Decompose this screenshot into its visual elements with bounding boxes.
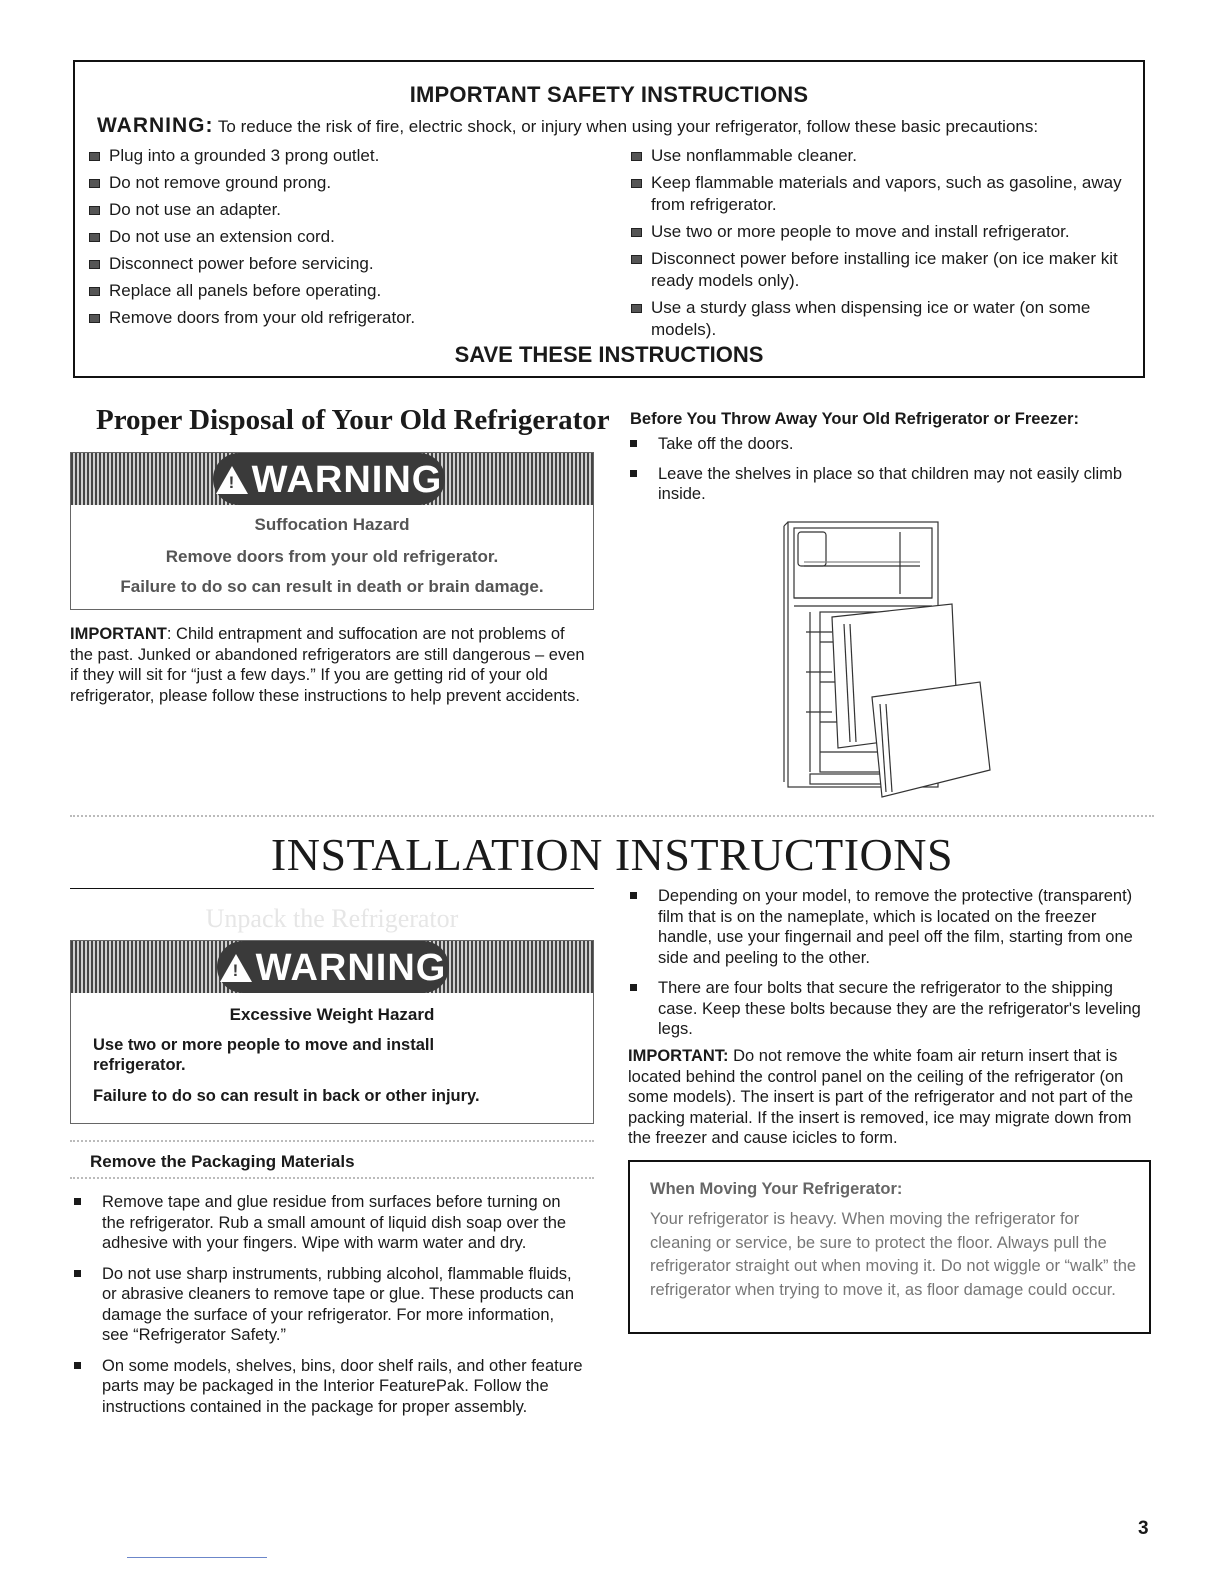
bullet-icon — [89, 206, 100, 215]
important-label: IMPORTANT — [70, 625, 167, 643]
list-item: Leave the shelves in place so that children may not easily climb inside. — [630, 464, 1130, 505]
bullet-icon — [631, 304, 642, 313]
list-item: Disconnect power before servicing. — [89, 253, 609, 275]
page-number: 3 — [1138, 1518, 1149, 1539]
installation-right-list — [630, 886, 1152, 1049]
footer-rule — [127, 1557, 267, 1558]
warning-pill: !WARNING — [217, 941, 449, 993]
disposal-important-paragraph: IMPORTANT: Child entrapment and suffocation are not problems of the past. Junked or abandoned refrigerators are still dangerous – even if they will sit for “just a few days.” If you are getting rid of your old refrigerator, please follow these instructions to help prevent accidents. — [70, 625, 585, 705]
list-item: Use nonflammable cleaner. — [631, 145, 1131, 167]
hazard-line-2: Failure to do so can result in death or brain damage. — [120, 577, 544, 596]
bullet-icon — [74, 1270, 81, 1277]
disposal-heading: Proper Disposal of Your Old Refrigerator — [96, 404, 610, 436]
list-item: Use two or more people to move and install refrigerator. — [631, 221, 1131, 243]
packaging-heading: Remove the Packaging Materials — [90, 1152, 355, 1171]
safety-title: IMPORTANT SAFETY INSTRUCTIONS — [409, 82, 809, 107]
installation-title: INSTALLATION INSTRUCTIONS — [270, 829, 954, 880]
list-item: Remove doors from your old refrigerator. — [89, 307, 609, 329]
list-item: Take off the doors. — [630, 434, 1130, 455]
bullet-icon — [74, 1362, 81, 1369]
bullet-icon — [630, 440, 637, 447]
unpack-rule — [70, 888, 594, 889]
list-item: Use a sturdy glass when dispensing ice or water (on some models). — [631, 297, 1131, 341]
moving-text: Your refrigerator is heavy. When moving the refrigerator for cleaning or service, be sure to protect the floor. Always pull the refrigerator straight out when moving it. Do not wiggle or “walk” the refrigerator when trying to move it, as floor damage could occur. — [650, 1210, 1137, 1299]
save-instructions-title: SAVE THESE INSTRUCTIONS — [454, 342, 764, 367]
warning-banner — [71, 941, 593, 993]
hazard-line-2: Failure to do so can result in back or other injury. — [93, 1087, 480, 1105]
before-throw-list — [630, 434, 1130, 514]
bullet-icon — [630, 984, 637, 991]
safety-left-list — [89, 145, 609, 334]
safety-instructions-box — [73, 60, 1145, 378]
warning-banner — [71, 453, 593, 505]
hazard-line-1: Use two or more people to move and install refrigerator. — [93, 1036, 435, 1074]
list-item: On some models, shelves, bins, door shelf rails, and other feature parts may be packaged in the Interior FeaturePak. Follow the instructions contained in the package for proper assembly. — [74, 1356, 584, 1418]
bullet-icon — [631, 255, 642, 264]
bullet-icon — [631, 152, 642, 161]
list-item: Do not remove ground prong. — [89, 172, 609, 194]
refrigerator-illustration — [780, 512, 1000, 802]
list-item: Replace all panels before operating. — [89, 280, 609, 302]
warning-triangle-icon — [220, 954, 252, 982]
list-item: Do not use an extension cord. — [89, 226, 609, 248]
moving-title: When Moving Your Refrigerator: — [650, 1180, 903, 1198]
packaging-list — [74, 1192, 584, 1426]
bullet-icon — [630, 470, 637, 477]
important-label: IMPORTANT: — [628, 1047, 729, 1065]
unpack-heading-wrap — [70, 892, 594, 932]
warning-text: To reduce the risk of fire, electric shock, or injury when using your refrigerator, follow these basic precautions: — [217, 117, 1039, 136]
warning-triangle-icon — [216, 466, 248, 494]
bullet-icon — [89, 260, 100, 269]
bullet-icon — [631, 179, 642, 188]
list-item: Disconnect power before installing ice maker (on ice maker kit ready models only). — [631, 248, 1131, 292]
hazard-label: Suffocation Hazard — [254, 515, 410, 534]
list-item: Depending on your model, to remove the protective (transparent) film that is on the nameplate, which is located on the freezer handle, use your fingernail and peel off the film, starting from one side and peeling to the other. — [630, 886, 1152, 968]
list-item: Plug into a grounded 3 prong outlet. — [89, 145, 609, 167]
installation-important-paragraph: IMPORTANT: Do not remove the white foam air return insert that is located behind the control panel on the ceiling of the refrigerator (on some models). The insert is part of the refrigerator and not part of the packing material. If the insert is removed, ice may migrate down from the freezer and cause icicles to form. — [628, 1047, 1134, 1147]
unpack-heading: Unpack the Refrigerator — [205, 904, 459, 933]
bullet-icon — [631, 228, 642, 237]
list-item: There are four bolts that secure the refrigerator to the shipping case. Keep these bolts because they are the refrigerator's leveling legs. — [630, 978, 1152, 1040]
bullet-icon — [89, 314, 100, 323]
bullet-icon — [630, 892, 637, 899]
warning-label: WARNING: — [97, 114, 214, 137]
list-item: Remove tape and glue residue from surfaces before turning on the refrigerator. Rub a small amount of liquid dish soap over the adhesive with your fingers. Wipe with warm water and dry. — [74, 1192, 584, 1254]
list-item: Keep flammable materials and vapors, such as gasoline, away from refrigerator. — [631, 172, 1131, 216]
list-item: Do not use an adapter. — [89, 199, 609, 221]
suffocation-warning-box — [70, 452, 594, 610]
hazard-line-1: Remove doors from your old refrigerator. — [165, 547, 499, 566]
bullet-icon — [74, 1198, 81, 1205]
list-item: Do not use sharp instruments, rubbing alcohol, flammable fluids, or abrasive cleaners to remove tape or glue. These products can damage the surface of your refrigerator. For more information, see “Refrigerator Safety.” — [74, 1264, 584, 1346]
bullet-icon — [89, 179, 100, 188]
bullet-icon — [89, 152, 100, 161]
bullet-icon — [89, 287, 100, 296]
dotted-rule — [70, 1177, 594, 1179]
safety-right-list — [631, 145, 1131, 346]
dotted-rule — [70, 1140, 594, 1142]
weight-warning-box — [70, 940, 594, 1124]
bullet-icon — [89, 233, 100, 242]
warning-pill: !WARNING — [213, 453, 445, 505]
before-throw-title: Before You Throw Away Your Old Refrigerator or Freezer: — [630, 410, 1079, 428]
section-divider — [70, 815, 1154, 817]
hazard-label: Excessive Weight Hazard — [229, 1005, 435, 1024]
moving-refrigerator-box — [628, 1160, 1151, 1334]
safety-warning — [97, 114, 1038, 138]
